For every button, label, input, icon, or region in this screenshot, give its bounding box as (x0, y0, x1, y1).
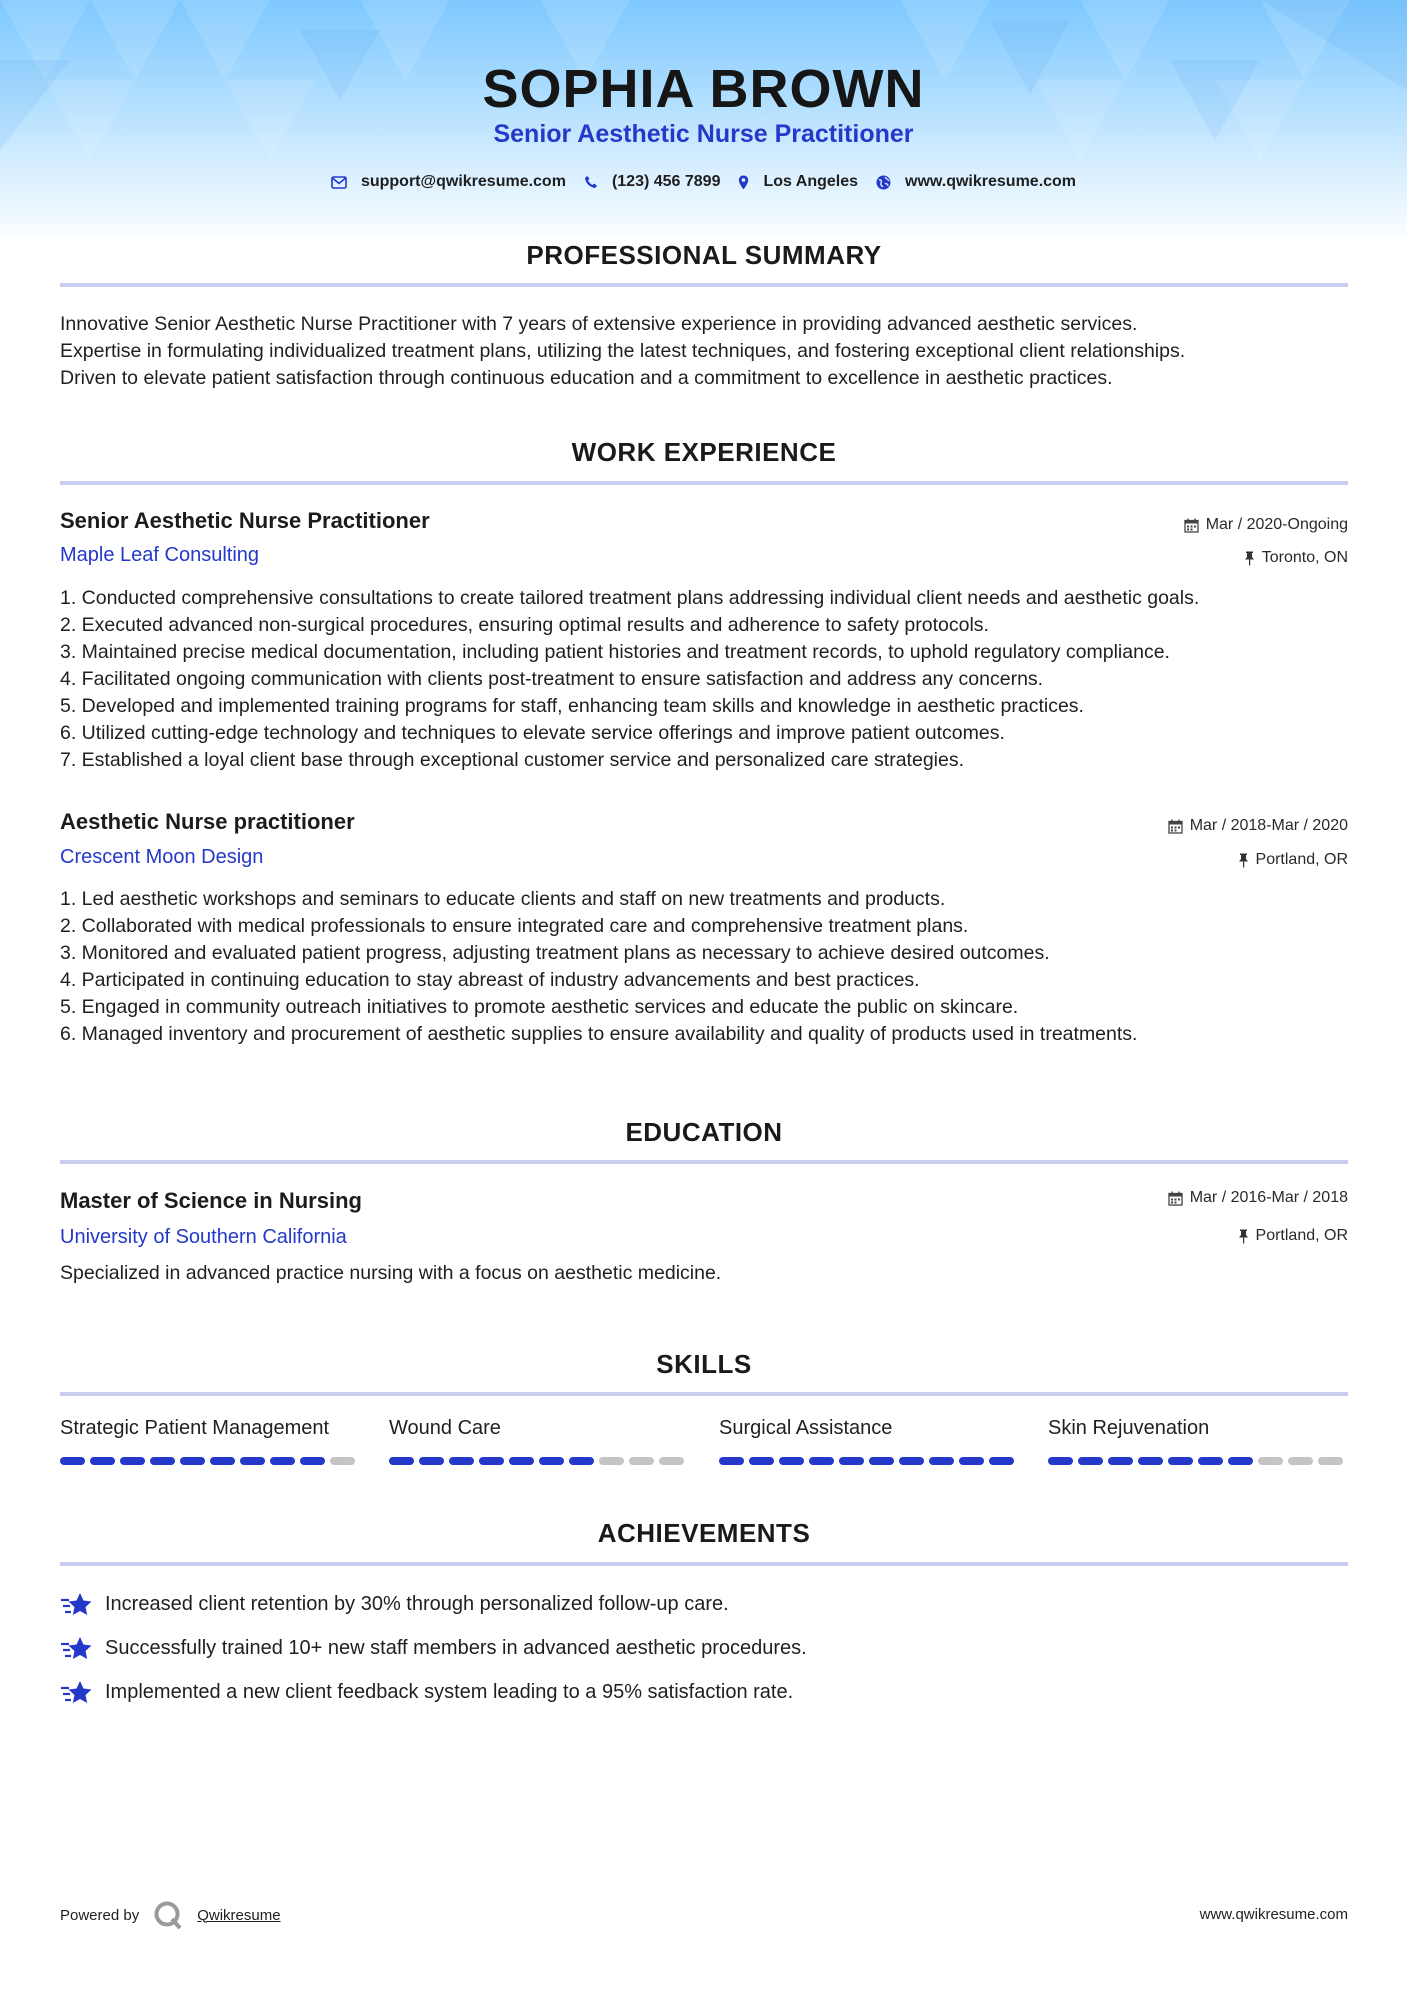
skill-level-segment (330, 1457, 355, 1465)
summary-line: Driven to elevate patient satisfaction through continuous education and a commitment to excellence in aesthetic practices. (60, 367, 1113, 389)
calendar-icon (1168, 819, 1183, 834)
pushpin-icon (1238, 853, 1249, 868)
star-icon (60, 1590, 93, 1618)
star-icon (60, 1678, 93, 1706)
skill-level-segment (270, 1457, 295, 1465)
skill-level-segment (240, 1457, 265, 1465)
skill-level-segment (210, 1457, 235, 1465)
skill-name: Wound Care (389, 1417, 501, 1439)
summary-line: Innovative Senior Aesthetic Nurse Practitioner with 7 years of extensive experience in providing advanced aesthetic services. (60, 313, 1138, 335)
education-location (1238, 1227, 1348, 1245)
skill-level-bar (389, 1457, 689, 1465)
section-title-skills: SKILLS (656, 1349, 752, 1379)
job-title: Senior Aesthetic Nurse Practitioner (60, 508, 430, 533)
skill-item (1048, 1417, 1348, 1465)
star-icon (60, 1634, 93, 1662)
education-description: Specialized in advanced practice nursing with a focus on aesthetic medicine. (60, 1262, 722, 1284)
globe-icon (876, 175, 891, 190)
skill-level-segment (1228, 1457, 1253, 1465)
list-item: 4. Facilitated ongoing communication with clients post-treatment to ensure satisfaction and address any concerns. (60, 668, 1044, 690)
contact-phone[interactable] (584, 173, 721, 191)
section-title-work: WORK EXPERIENCE (571, 437, 837, 467)
contact-phone-text: (123) 456 7899 (611, 173, 721, 190)
company-name[interactable]: Crescent Moon Design (60, 846, 264, 868)
skill-level-segment (1108, 1457, 1133, 1465)
pushpin-icon (1238, 1229, 1249, 1244)
skill-level-segment (929, 1457, 954, 1465)
skill-name: Surgical Assistance (719, 1417, 893, 1439)
skill-level-segment (989, 1457, 1014, 1465)
skill-level-segment (449, 1457, 474, 1465)
skill-level-segment (120, 1457, 145, 1465)
powered-by-label: Powered by (60, 1906, 140, 1924)
job-location (1238, 851, 1348, 869)
achievement-item (60, 1678, 793, 1706)
section-title-achievements: ACHIEVEMENTS (597, 1518, 811, 1548)
footer-website[interactable]: www.qwikresume.com (1199, 1906, 1348, 1923)
section-title-education: EDUCATION (625, 1117, 783, 1147)
skill-level-segment (539, 1457, 564, 1465)
qwikresume-logo-icon (153, 1900, 183, 1930)
summary-text (60, 311, 1360, 392)
skill-level-segment (959, 1457, 984, 1465)
list-item: 6. Utilized cutting-edge technology and techniques to elevate service offerings and improve patient outcomes. (60, 722, 1005, 744)
skill-level-segment (419, 1457, 444, 1465)
skill-level-segment (869, 1457, 894, 1465)
skill-level-segment (509, 1457, 534, 1465)
candidate-name: SOPHIA BROWN (482, 59, 925, 119)
job-location-text: Portland, OR (1255, 851, 1348, 868)
skill-level-segment (659, 1457, 684, 1465)
list-item: 3. Maintained precise medical documentation, including patient histories and treatment records, to uphold regulatory compliance. (60, 641, 1170, 663)
job-bullets (60, 585, 1199, 774)
list-item: 1. Led aesthetic workshops and seminars to educate clients and staff on new treatments and products. (60, 888, 946, 910)
skill-level-segment (389, 1457, 414, 1465)
phone-icon (584, 175, 598, 189)
skill-level-segment (60, 1457, 85, 1465)
contact-location (738, 173, 858, 191)
skill-level-segment (150, 1457, 175, 1465)
achievement-text: Increased client retention by 30% through personalized follow-up care. (105, 1592, 729, 1615)
education-location-text: Portland, OR (1255, 1227, 1348, 1244)
achievement-item (60, 1634, 807, 1662)
skill-level-segment (809, 1457, 834, 1465)
skill-name: Strategic Patient Management (60, 1417, 330, 1439)
calendar-icon (1168, 1191, 1183, 1206)
skill-level-segment (1078, 1457, 1103, 1465)
candidate-title: Senior Aesthetic Nurse Practitioner (493, 120, 914, 148)
skill-level-segment (1138, 1457, 1163, 1465)
skill-level-bar (719, 1457, 1019, 1465)
education-dates (1168, 1189, 1348, 1207)
pushpin-icon (1244, 551, 1255, 566)
list-item: 2. Executed advanced non-surgical procedures, ensuring optimal results and adherence to safety protocols. (60, 614, 989, 636)
skill-level-segment (779, 1457, 804, 1465)
list-item: 2. Collaborated with medical professionals to ensure integrated care and comprehensive treatment plans. (60, 915, 969, 937)
map-pin-icon (738, 175, 749, 190)
skill-level-segment (719, 1457, 744, 1465)
job-dates-text: Mar / 2020-Ongoing (1205, 516, 1348, 533)
section-rule (60, 1562, 1348, 1566)
list-item: 5. Engaged in community outreach initiatives to promote aesthetic services and educate the public on skincare. (60, 996, 1019, 1018)
contact-location-text: Los Angeles (763, 173, 859, 190)
list-item: 5. Developed and implemented training programs for staff, enhancing team skills and knowledge in aesthetic practices. (60, 695, 1084, 717)
contact-website-text: www.qwikresume.com (905, 173, 1077, 190)
skill-item (60, 1417, 360, 1465)
skill-name: Skin Rejuvenation (1048, 1417, 1210, 1439)
list-item: 4. Participated in continuing education to stay abreast of industry advancements and best practices. (60, 969, 920, 991)
job-location (1244, 549, 1348, 567)
section-rule (60, 1160, 1348, 1164)
skill-level-segment (90, 1457, 115, 1465)
skill-item (389, 1417, 689, 1465)
school-name[interactable]: University of Southern California (60, 1226, 347, 1248)
skill-level-segment (749, 1457, 774, 1465)
job-dates-text: Mar / 2018-Mar / 2020 (1189, 817, 1348, 834)
contact-bar (0, 173, 1407, 191)
section-rule (60, 481, 1348, 485)
list-item: 7. Established a loyal client base through exceptional customer service and personalized care strategies. (60, 749, 965, 771)
skill-level-bar (1048, 1457, 1348, 1465)
job-title: Aesthetic Nurse practitioner (60, 809, 355, 834)
skill-level-segment (1048, 1457, 1073, 1465)
calendar-icon (1184, 518, 1199, 533)
skill-level-segment (1288, 1457, 1313, 1465)
job-location-text: Toronto, ON (1261, 549, 1348, 566)
section-rule (60, 1392, 1348, 1396)
contact-email-text: support@qwikresume.com (360, 173, 566, 190)
skill-level-segment (479, 1457, 504, 1465)
skill-level-bar (60, 1457, 360, 1465)
skill-level-segment (1168, 1457, 1193, 1465)
footer-brand-link[interactable]: Qwikresume (197, 1906, 281, 1924)
skill-level-segment (1198, 1457, 1223, 1465)
list-item: 1. Conducted comprehensive consultations to create tailored treatment plans addressing individual client needs and aesthetic goals. (60, 587, 1200, 609)
skill-level-segment (1258, 1457, 1283, 1465)
contact-email[interactable] (331, 173, 566, 191)
skill-level-segment (569, 1457, 594, 1465)
skill-level-segment (899, 1457, 924, 1465)
footer-powered-by (60, 1900, 281, 1930)
job-dates (1184, 516, 1348, 534)
section-title-summary: PROFESSIONAL SUMMARY (526, 240, 882, 270)
skill-item (719, 1417, 1019, 1465)
achievement-text: Implemented a new client feedback system leading to a 95% satisfaction rate. (105, 1680, 794, 1703)
skill-level-segment (1318, 1457, 1343, 1465)
achievement-item (60, 1590, 729, 1618)
skill-level-segment (629, 1457, 654, 1465)
education-dates-text: Mar / 2016-Mar / 2018 (1189, 1189, 1348, 1206)
section-rule (60, 283, 1348, 287)
job-dates (1168, 817, 1348, 835)
degree-title: Master of Science in Nursing (60, 1188, 362, 1213)
achievement-text: Successfully trained 10+ new staff members in advanced aesthetic procedures. (105, 1636, 807, 1659)
skill-level-segment (839, 1457, 864, 1465)
company-name[interactable]: Maple Leaf Consulting (60, 544, 260, 566)
skill-level-segment (300, 1457, 325, 1465)
skill-level-segment (599, 1457, 624, 1465)
job-bullets (60, 886, 1137, 1048)
list-item: 6. Managed inventory and procurement of aesthetic supplies to ensure availability and quality of products used in treatments. (60, 1023, 1138, 1045)
list-item: 3. Monitored and evaluated patient progress, adjusting treatment plans as necessary to achieve desired outcomes. (60, 942, 1050, 964)
skill-level-segment (180, 1457, 205, 1465)
envelope-icon (331, 176, 347, 189)
summary-line: Expertise in formulating individualized treatment plans, utilizing the latest techniques, and fostering exceptional client relationships. (60, 340, 1186, 362)
contact-website[interactable] (876, 173, 1076, 191)
